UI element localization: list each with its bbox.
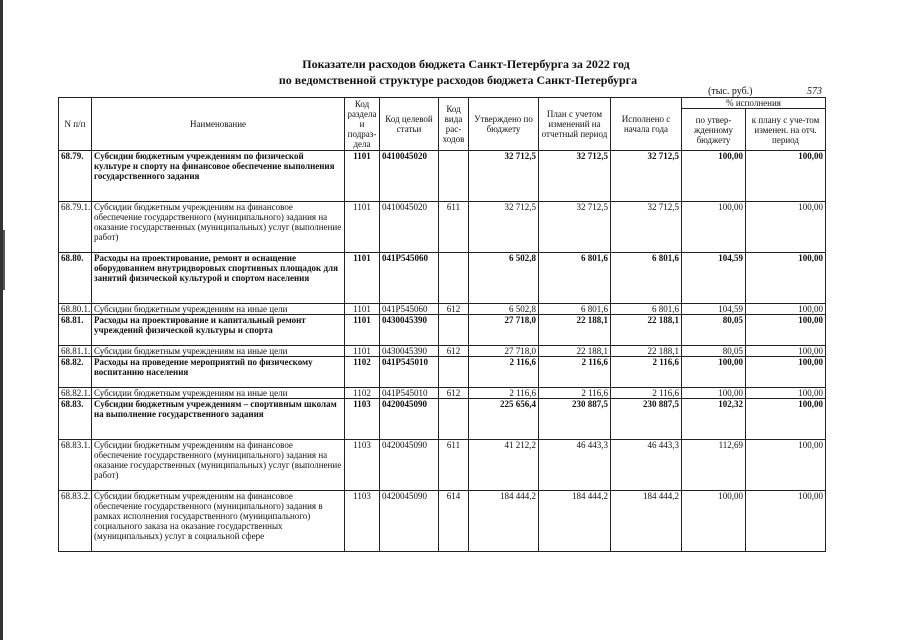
cell-pct-plan: 100,00 <box>746 346 826 357</box>
cell-pct-plan: 100,00 <box>746 399 826 440</box>
cell-plan: 22 188,1 <box>539 315 611 346</box>
cell-executed: 32 712,5 <box>611 151 682 202</box>
cell-np: 68.79.1. <box>59 202 92 253</box>
cell-section: 1101 <box>345 315 380 346</box>
cell-executed: 184 444,2 <box>611 491 682 552</box>
cell-pct-plan: 100,00 <box>746 151 826 202</box>
cell-plan: 22 188,1 <box>539 346 611 357</box>
table-body <box>59 151 826 552</box>
cell-type: 614 <box>439 491 469 552</box>
table-row <box>59 440 826 491</box>
units-label: (тыс. руб.) <box>708 86 753 97</box>
cell-approved: 225 656,4 <box>469 399 539 440</box>
report-title-line1: Показатели расходов бюджета Санкт-Петербурга за 2022 год <box>302 57 630 71</box>
cell-approved: 2 116,6 <box>469 357 539 388</box>
cell-plan: 184 444,2 <box>539 491 611 552</box>
cell-approved: 6 502,8 <box>469 253 539 304</box>
cell-type <box>439 315 469 346</box>
budget-table <box>58 97 826 552</box>
cell-pct-plan: 100,00 <box>746 253 826 304</box>
cell-executed: 32 712,5 <box>611 202 682 253</box>
cell-plan: 46 443,3 <box>539 440 611 491</box>
cell-type: 611 <box>439 440 469 491</box>
cell-article: 0430045390 <box>380 346 439 357</box>
cell-type <box>439 151 469 202</box>
cell-pct-approved: 100,00 <box>682 388 746 399</box>
cell-pct-plan: 100,00 <box>746 315 826 346</box>
header-pct-plan: к плану с уче-том изменен. на отч. период <box>746 109 826 151</box>
cell-name: Субсидии бюджетным учреждениям на финансовое обеспечение государственного (муниципального) задания на оказание государственных (муниципальных) услуг (выполнение работ) <box>92 202 345 253</box>
cell-article: 041P545010 <box>380 388 439 399</box>
scan-edge-mark <box>0 0 6 640</box>
cell-article: 0410045020 <box>380 202 439 253</box>
header-name: Наименование <box>92 98 345 151</box>
cell-name: Расходы на проведение мероприятий по физическому воспитанию населения <box>92 357 345 388</box>
cell-type <box>439 253 469 304</box>
cell-type: 612 <box>439 346 469 357</box>
cell-approved: 32 712,5 <box>469 151 539 202</box>
cell-np: 68.82.1. <box>59 388 92 399</box>
cell-section: 1103 <box>345 440 380 491</box>
table-row <box>59 491 826 552</box>
table-row <box>59 399 826 440</box>
cell-pct-plan: 100,00 <box>746 388 826 399</box>
cell-article: 0430045390 <box>380 315 439 346</box>
table-row <box>59 253 826 304</box>
header-plan: План с учетом изменений на отчетный период <box>539 98 611 151</box>
cell-type <box>439 399 469 440</box>
cell-approved: 32 712,5 <box>469 202 539 253</box>
cell-pct-approved: 100,00 <box>682 491 746 552</box>
cell-np: 68.83.2. <box>59 491 92 552</box>
cell-np: 68.81.1. <box>59 346 92 357</box>
cell-executed: 46 443,3 <box>611 440 682 491</box>
cell-np: 68.83.1. <box>59 440 92 491</box>
header-type-code: Код вида рас-ходов <box>439 98 469 151</box>
cell-plan: 230 887,5 <box>539 399 611 440</box>
cell-article: 0420045090 <box>380 491 439 552</box>
cell-executed: 6 801,6 <box>611 304 682 315</box>
cell-pct-plan: 100,00 <box>746 440 826 491</box>
cell-approved: 184 444,2 <box>469 491 539 552</box>
cell-approved: 27 718,0 <box>469 346 539 357</box>
header-approved: Утверждено по бюджету <box>469 98 539 151</box>
table-row <box>59 388 826 399</box>
cell-approved: 2 116,6 <box>469 388 539 399</box>
cell-executed: 2 116,6 <box>611 388 682 399</box>
header-np: N п/п <box>59 98 92 151</box>
cell-np: 68.79. <box>59 151 92 202</box>
cell-section: 1101 <box>345 304 380 315</box>
cell-executed: 22 188,1 <box>611 315 682 346</box>
cell-pct-plan: 100,00 <box>746 304 826 315</box>
cell-article: 0410045020 <box>380 151 439 202</box>
cell-executed: 6 801,6 <box>611 253 682 304</box>
cell-plan: 32 712,5 <box>539 202 611 253</box>
cell-pct-approved: 104,59 <box>682 304 746 315</box>
header-pct-approved: по утвер-жденному бюджету <box>682 109 746 151</box>
cell-np: 68.81. <box>59 315 92 346</box>
cell-executed: 2 116,6 <box>611 357 682 388</box>
cell-name: Субсидии бюджетным учреждениям по физической культуре и спорту на финансовое обеспечение выполнения государственного задания <box>92 151 345 202</box>
cell-plan: 6 801,6 <box>539 304 611 315</box>
page-number: 573 <box>807 86 822 97</box>
cell-name: Расходы на проектирование и капитальный ремонт учреждений физической культуры и спорта <box>92 315 345 346</box>
cell-pct-approved: 100,00 <box>682 357 746 388</box>
table-row <box>59 315 826 346</box>
cell-article: 041P545060 <box>380 253 439 304</box>
cell-plan: 32 712,5 <box>539 151 611 202</box>
cell-approved: 41 212,2 <box>469 440 539 491</box>
cell-pct-approved: 80,05 <box>682 315 746 346</box>
cell-article: 041P545060 <box>380 304 439 315</box>
cell-plan: 6 801,6 <box>539 253 611 304</box>
cell-article: 0420045090 <box>380 399 439 440</box>
cell-type: 611 <box>439 202 469 253</box>
cell-approved: 27 718,0 <box>469 315 539 346</box>
cell-name: Субсидии бюджетным учреждениям на иные цели <box>92 346 345 357</box>
cell-np: 68.83. <box>59 399 92 440</box>
table-row <box>59 151 826 202</box>
cell-pct-approved: 102,32 <box>682 399 746 440</box>
header-percent-group: % исполнения <box>682 98 826 109</box>
cell-np: 68.80. <box>59 253 92 304</box>
table-row <box>59 202 826 253</box>
cell-section: 1101 <box>345 253 380 304</box>
header-executed: Исполнено с начала года <box>611 98 682 151</box>
cell-name: Расходы на проектирование, ремонт и оснащение оборудованием внутридворовых спортивных площадок для занятий физической культурой и спортом населения <box>92 253 345 304</box>
cell-name: Субсидии бюджетным учреждениям на финансовое обеспечение государственного (муниципального) задания на оказание государственных (муниципальных) услуг (выполнение работ) <box>92 440 345 491</box>
table-row <box>59 357 826 388</box>
cell-plan: 2 116,6 <box>539 357 611 388</box>
cell-plan: 2 116,6 <box>539 388 611 399</box>
cell-name: Субсидии бюджетным учреждениям – спортивным школам на выполнение государственного задания <box>92 399 345 440</box>
cell-type: 612 <box>439 304 469 315</box>
report-title-line2: по ведомственной структуре расходов бюджета Санкт-Петербурга <box>278 73 638 87</box>
cell-type <box>439 357 469 388</box>
cell-np: 68.82. <box>59 357 92 388</box>
header-article-code: Код целевой статьи <box>380 98 439 151</box>
cell-pct-approved: 80,05 <box>682 346 746 357</box>
cell-section: 1102 <box>345 357 380 388</box>
cell-article: 041P545010 <box>380 357 439 388</box>
cell-executed: 230 887,5 <box>611 399 682 440</box>
cell-pct-plan: 100,00 <box>746 202 826 253</box>
cell-np: 68.80.1. <box>59 304 92 315</box>
cell-name: Субсидии бюджетным учреждениям на финансовое обеспечение государственного (муниципального) задания в рамках исполнения государственного (муниципального) социального заказа на оказание государственных (муниципальных) услуг в социальной сфере <box>92 491 345 552</box>
cell-section: 1103 <box>345 491 380 552</box>
cell-section: 1101 <box>345 202 380 253</box>
cell-pct-plan: 100,00 <box>746 491 826 552</box>
cell-section: 1103 <box>345 399 380 440</box>
cell-section: 1101 <box>345 151 380 202</box>
cell-pct-approved: 100,00 <box>682 202 746 253</box>
cell-type: 612 <box>439 388 469 399</box>
cell-name: Субсидии бюджетным учреждениям на иные цели <box>92 388 345 399</box>
table-row <box>59 304 826 315</box>
table-row <box>59 346 826 357</box>
cell-pct-approved: 104,59 <box>682 253 746 304</box>
cell-section: 1102 <box>345 388 380 399</box>
cell-pct-approved: 100,00 <box>682 151 746 202</box>
cell-executed: 22 188,1 <box>611 346 682 357</box>
cell-pct-approved: 112,69 <box>682 440 746 491</box>
cell-name: Субсидии бюджетным учреждениям на иные цели <box>92 304 345 315</box>
header-section-code: Код раздела и подраз-дела <box>345 98 380 151</box>
cell-approved: 6 502,8 <box>469 304 539 315</box>
cell-pct-plan: 100,00 <box>746 357 826 388</box>
cell-article: 0420045090 <box>380 440 439 491</box>
cell-section: 1101 <box>345 346 380 357</box>
